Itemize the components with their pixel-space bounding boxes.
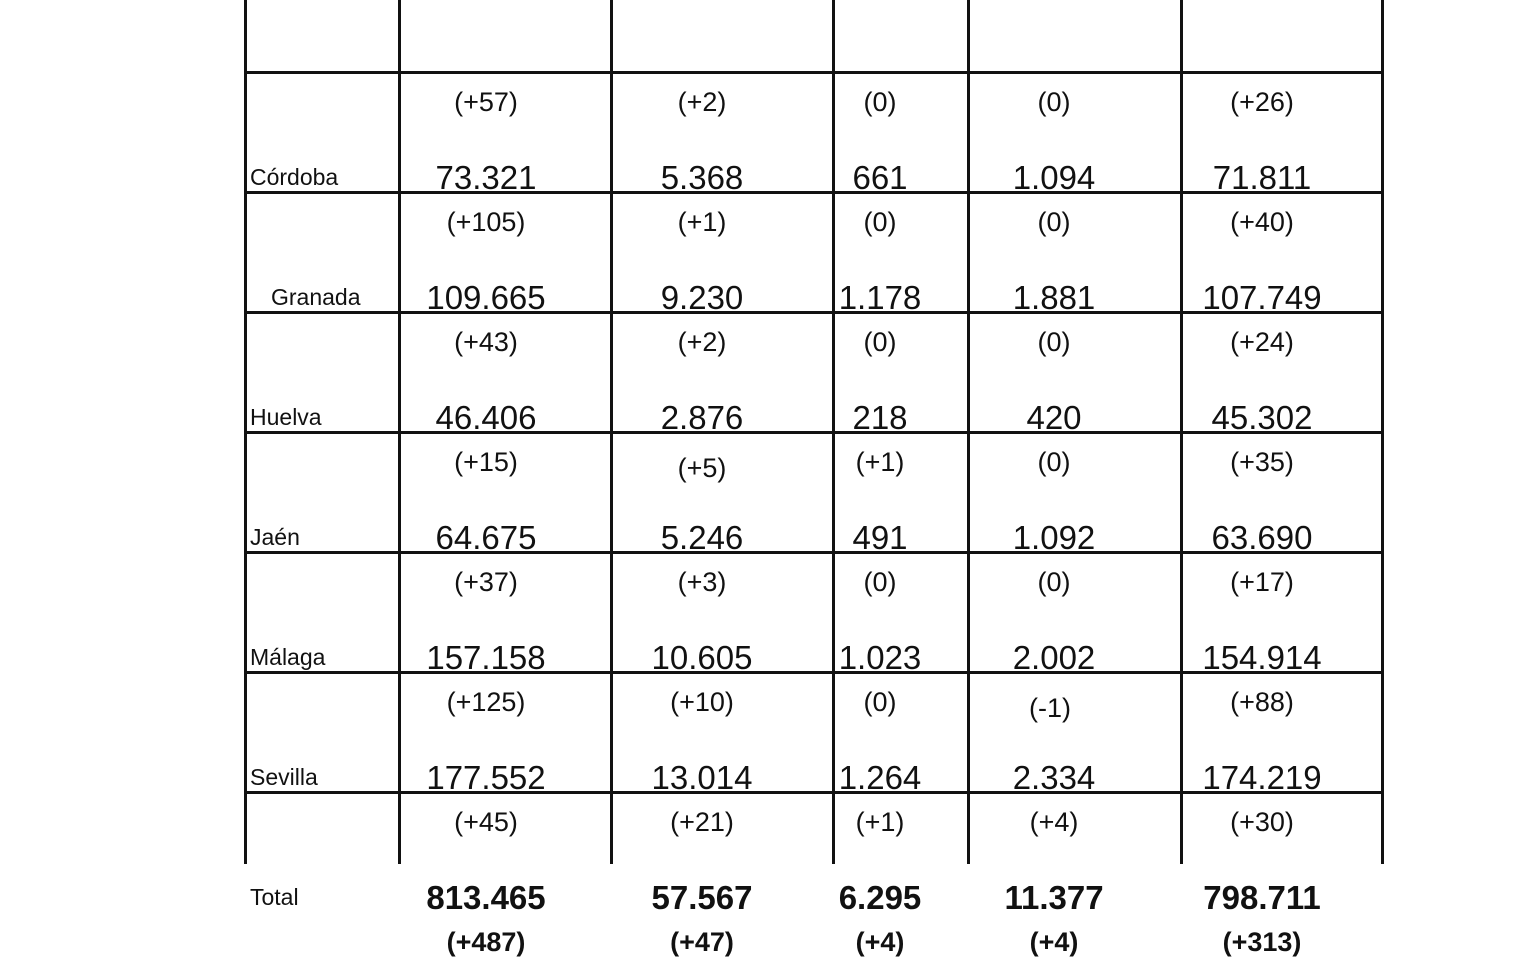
delta-cell: (0) bbox=[1037, 447, 1071, 477]
value-cell: 46.406 bbox=[435, 399, 537, 436]
value-cell: 798.711 bbox=[1203, 879, 1321, 916]
delta-cell: (0) bbox=[863, 87, 897, 117]
delta-cell: (-1) bbox=[1029, 693, 1071, 723]
value-cell: 13.014 bbox=[651, 759, 753, 796]
value-cell: 71.811 bbox=[1212, 159, 1312, 196]
delta-cell: (+125) bbox=[446, 687, 526, 717]
value-cell: 491 bbox=[852, 519, 908, 556]
value-cell: 661 bbox=[852, 159, 908, 196]
value-cell: 5.246 bbox=[660, 519, 744, 556]
province-label: Granada bbox=[271, 284, 361, 310]
province-label: Jaén bbox=[250, 524, 300, 550]
delta-cell: (+21) bbox=[670, 807, 734, 837]
delta-cell: (+47) bbox=[670, 927, 734, 957]
value-cell: 2.876 bbox=[660, 399, 744, 436]
delta-cell: (0) bbox=[863, 327, 897, 357]
value-cell: 10.605 bbox=[651, 639, 753, 676]
value-cell: 218 bbox=[852, 399, 908, 436]
delta-cell: (+35) bbox=[1230, 447, 1294, 477]
delta-cell: (+43) bbox=[454, 327, 518, 357]
delta-cell: (0) bbox=[863, 567, 897, 597]
value-cell: 107.749 bbox=[1202, 279, 1322, 316]
delta-cell: (+105) bbox=[446, 207, 526, 237]
delta-cell: (0) bbox=[863, 207, 897, 237]
delta-cell: (+313) bbox=[1222, 927, 1302, 957]
table-horizontal-rule bbox=[244, 71, 1384, 74]
delta-cell: (+4) bbox=[855, 927, 905, 957]
delta-cell: (+40) bbox=[1230, 207, 1294, 237]
province-label: Sevilla bbox=[250, 764, 318, 790]
delta-cell: (+37) bbox=[454, 567, 518, 597]
value-cell: 420 bbox=[1026, 399, 1082, 436]
value-cell: 45.302 bbox=[1211, 399, 1313, 436]
province-label: Córdoba bbox=[250, 164, 339, 190]
value-cell: 154.914 bbox=[1202, 639, 1322, 676]
value-cell: 1.094 bbox=[1012, 159, 1096, 196]
value-cell: 6.295 bbox=[838, 879, 922, 916]
value-cell: 2.002 bbox=[1012, 639, 1096, 676]
delta-cell: (+1) bbox=[855, 807, 905, 837]
value-cell: 5.368 bbox=[660, 159, 744, 196]
delta-cell: (+5) bbox=[677, 453, 727, 483]
province-label: Total bbox=[250, 884, 299, 910]
value-cell: 73.321 bbox=[435, 159, 537, 196]
delta-cell: (0) bbox=[1037, 87, 1071, 117]
province-label: Huelva bbox=[250, 404, 322, 430]
delta-cell: (+1) bbox=[677, 207, 727, 237]
value-cell: 2.334 bbox=[1012, 759, 1096, 796]
value-cell: 63.690 bbox=[1211, 519, 1313, 556]
value-cell: 1.092 bbox=[1012, 519, 1096, 556]
delta-cell: (+3) bbox=[677, 567, 727, 597]
value-cell: 1.023 bbox=[838, 639, 922, 676]
delta-cell: (+2) bbox=[677, 87, 727, 117]
value-cell: 1.264 bbox=[838, 759, 922, 796]
value-cell: 177.552 bbox=[426, 759, 546, 796]
value-cell: 1.881 bbox=[1012, 279, 1096, 316]
delta-cell: (+26) bbox=[1230, 87, 1294, 117]
value-cell: 157.158 bbox=[426, 639, 546, 676]
value-cell: 174.219 bbox=[1202, 759, 1322, 796]
delta-cell: (+17) bbox=[1230, 567, 1294, 597]
delta-cell: (+24) bbox=[1230, 327, 1294, 357]
delta-cell: (+15) bbox=[454, 447, 518, 477]
value-cell: 1.178 bbox=[838, 279, 922, 316]
delta-cell: (+4) bbox=[1029, 807, 1079, 837]
value-cell: 11.377 bbox=[1004, 879, 1104, 916]
delta-cell: (0) bbox=[863, 687, 897, 717]
value-cell: 57.567 bbox=[651, 879, 753, 916]
value-cell: 64.675 bbox=[435, 519, 537, 556]
delta-cell: (+30) bbox=[1230, 807, 1294, 837]
delta-cell: (0) bbox=[1037, 567, 1071, 597]
province-label: Málaga bbox=[250, 644, 326, 670]
delta-cell: (+487) bbox=[446, 927, 526, 957]
value-cell: 109.665 bbox=[426, 279, 546, 316]
delta-cell: (+1) bbox=[855, 447, 905, 477]
value-cell: 9.230 bbox=[660, 279, 744, 316]
delta-cell: (+4) bbox=[1029, 927, 1079, 957]
value-cell: 813.465 bbox=[426, 879, 546, 916]
delta-cell: (+57) bbox=[454, 87, 518, 117]
delta-cell: (+2) bbox=[677, 327, 727, 357]
delta-cell: (+10) bbox=[670, 687, 734, 717]
delta-cell: (+88) bbox=[1230, 687, 1294, 717]
delta-cell: (0) bbox=[1037, 327, 1071, 357]
delta-cell: (0) bbox=[1037, 207, 1071, 237]
delta-cell: (+45) bbox=[454, 807, 518, 837]
